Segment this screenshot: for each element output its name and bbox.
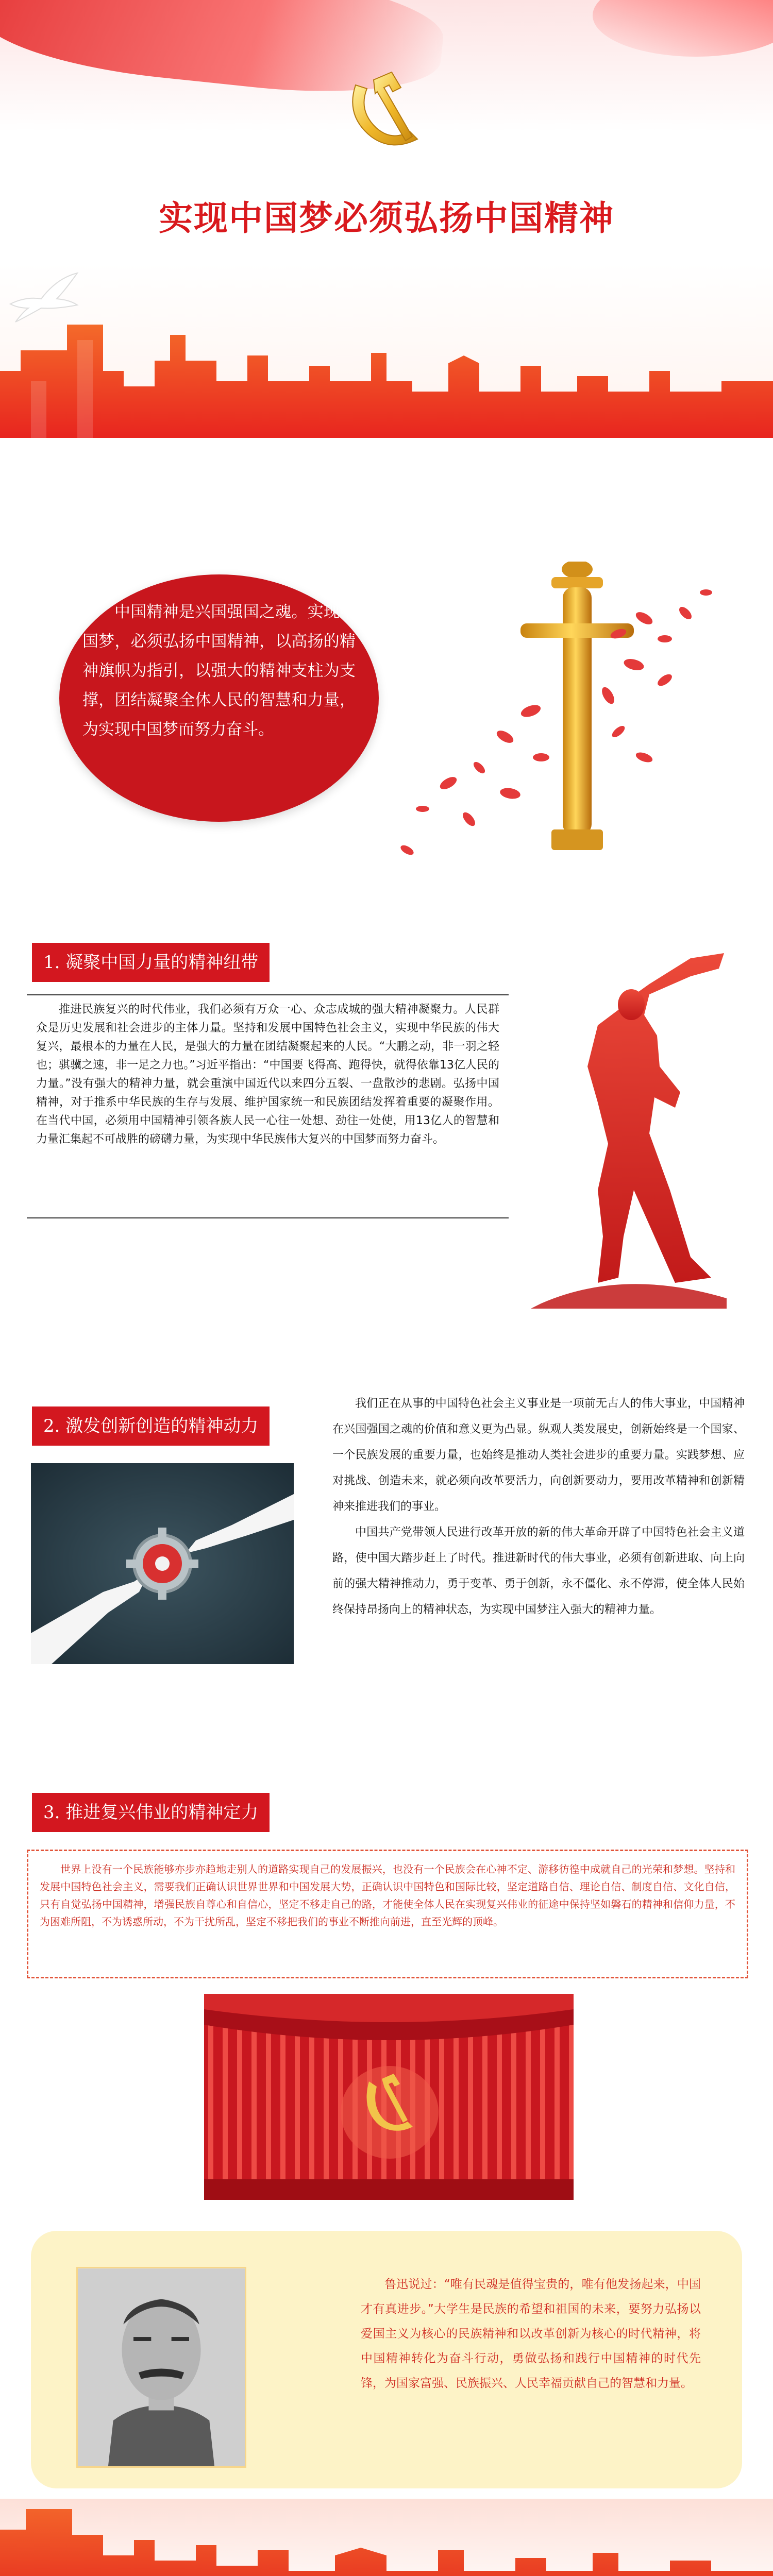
section-3-text-box xyxy=(27,1850,748,1978)
section-1-title: 1. 凝聚中国力量的精神纽带 xyxy=(32,943,270,982)
section-3-title: 3. 推进复兴伟业的精神定力 xyxy=(32,1793,270,1832)
red-flag-decoration-right xyxy=(593,0,773,57)
section-2-paragraph-2: 中国共产党带领人民进行改革开放的新的伟大革命开辟了中国特色社会主义道路，使中国大踏步赶上了时代。推进新时代的伟大事业，必须有创新进取、向上向前的强大精神推动力，勇于变革、勇于创新，永不僵化、永不停滞，使全体人民始终保持昂扬向上的精神状态，为实现中国梦注入强大的精神力量。 xyxy=(332,1526,745,1616)
lu-xun-portrait xyxy=(76,2267,246,2468)
section-1-text-box xyxy=(27,994,509,1218)
quote-text xyxy=(361,2272,701,2396)
section-1-text: 推进民族复兴的时代伟业，我们必须有万众一心、众志成城的强大精神凝聚力。人民群众是历史发展和社会进步的主体力量。坚持和发展中国特色社会主义，实现中华民族的伟大复兴，最根本的力量在人民，是强大的力量在团结凝聚起来的人民。“大鹏之动，非一羽之轻也；骐骥之速，非一足之力也。”习近平指出：“中国要飞得高、跑得快，就得依靠13亿人民的力量。”没有强大的精神力量，就会重演中国近代以来四分五裂、一盘散沙的悲剧。弘扬中国精神，对于推系中华民族的生存与发展、维护国家统一和民族团结发挥着重要的凝聚作用。在当代中国，必须用中国精神引领各族人民一心往一处想、劲往一处使，用13亿人的智慧和力量汇集起不可战胜的磅礴力量，为实现中华民族伟大复兴的中国梦而努力奋斗。 xyxy=(36,1003,499,1146)
header-banner xyxy=(0,0,773,438)
gears-handshake-illustration xyxy=(31,1463,294,1664)
section-2-paragraph-1: 我们正在从事的中国特色社会主义事业是一项前无古人的伟大事业，中国精神在兴国强国之魂的价值和意义更为凸显。纵观人类发展史，创新始终是一个国家、一个民族发展的重要力量，也始终是推动人类社会进步的重要力量。实践梦想、应对挑战、创造未来，就必须向改革要活力，向创新要动力，要用改革精神和创新精神来推进我们的事业。 xyxy=(332,1397,745,1513)
intro-text: 中国精神是兴国强国之魂。实现中国梦，必须弘扬中国精神，以高扬的精神旗帜为指引，以强大的精神支柱为支撑，团结凝聚全体人民的智慧和力量，为实现中国梦而努力奋斗。 xyxy=(82,603,356,739)
section-2-text xyxy=(332,1391,745,1623)
city-skyline-decoration xyxy=(0,304,773,438)
party-emblem-icon xyxy=(335,67,438,155)
trumpeter-silhouette-illustration xyxy=(520,948,737,1309)
red-curtain-stage-illustration xyxy=(204,1994,574,2200)
section-2-title: 2. 激发创新创造的精神动力 xyxy=(32,1406,270,1446)
page-title: 实现中国梦必须弘扬中国精神 xyxy=(159,198,614,238)
section-3-text: 世界上没有一个民族能够亦步亦趋地走别人的道路实现自己的发展振兴，也没有一个民族会在心神不定、游移彷徨中成就自己的光荣和梦想。坚持和发展中国特色社会主义，需要我们正确认识世界世界和中国发展大势，正确认识中国特色和国际比较，坚定道路自信、理论自信、制度自信、文化自信，只有自觉弘扬中国精神，增强民族自尊心和自信心，坚定不移走自己的路，才能使全体人民在实现复兴伟业的征途中保持坚如磐石的精神和信仰力量，不为困难所阻，不为诱惑所动，不为干扰所乱，坚定不移把我们的事业不断推向前进，直至光辉的顶峰。 xyxy=(40,1863,735,1928)
footer-skyline-decoration xyxy=(0,2499,773,2576)
huabiao-pillar-illustration xyxy=(376,562,737,881)
quote-paragraph: 鲁迅说过：“唯有民魂是值得宝贵的，唯有他发扬起来，中国才有真进步。”大学生是民族的希望和祖国的未来，要努力弘扬以爱国主义为核心的民族精神和以改革创新为核心的时代精神，将中国精神转化为奋斗行动，勇做弘扬和践行中国精神的时代先锋，为国家富强、民族振兴、人民幸福贡献自己的智慧和力量。 xyxy=(361,2278,701,2390)
